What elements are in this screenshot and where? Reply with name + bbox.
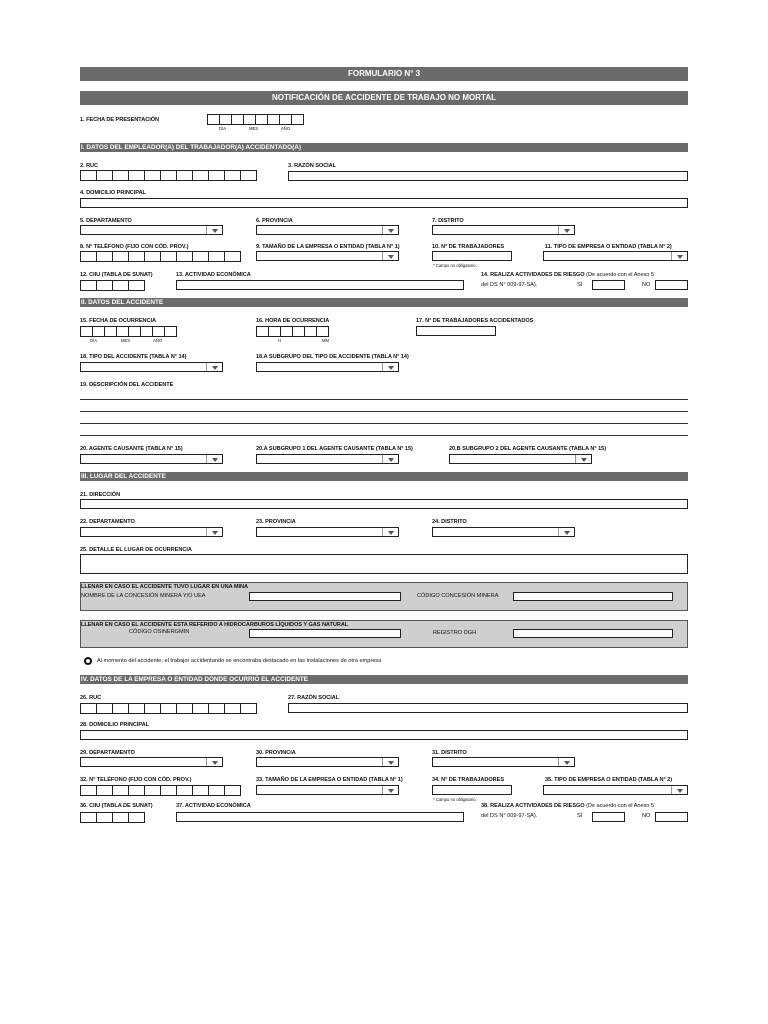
mina-nombre-label: NOMBRE DE LA CONCESIÓN MINERA Y/O UEA [81, 593, 206, 599]
subgrupo-accidente-select[interactable] [256, 362, 399, 372]
agente-select[interactable] [80, 454, 223, 464]
departamento-3-select[interactable] [80, 757, 223, 767]
label-provincia-2: 23. PROVINCIA [256, 519, 296, 525]
form-title: FORMULARIO N° 3 [80, 67, 688, 81]
chevron-down-icon [382, 363, 398, 371]
domicilio-input[interactable] [80, 198, 688, 208]
label-num-trabajadores-2: 34. N° DE TRABAJADORES [432, 777, 505, 783]
tamano-select[interactable] [256, 251, 399, 261]
telefono-2-cells[interactable] [80, 785, 241, 796]
chevron-down-icon [671, 252, 687, 260]
label-telefono: 8. N° TELÉFONO (FIJO CON CÓD. PROV.) [80, 244, 189, 250]
label-subgrupo-accidente: 18.A SUBGRUPO DEL TIPO DE ACCIDENTE (TABLA N° 14) [256, 354, 409, 360]
section-ii-header: II. DATOS DEL ACCIDENTE [80, 298, 688, 307]
label-fecha-ocurrencia: 15. FECHA DE OCURRENCIA [80, 318, 157, 324]
tipo-empresa-2-select[interactable] [543, 785, 688, 795]
hidro-title: LLENAR EN CASO EL ACCIDENTE ESTA REFERIDO A HIDROCARBUROS LÍQUIDOS Y GAS NATURAL [81, 622, 349, 628]
label-descripcion: 19. DESCRIPCIÓN DEL ACCIDENTE [80, 382, 174, 388]
num-trabajadores-input[interactable] [432, 251, 512, 261]
label-num-trabajadores: 10. N° DE TRABAJADORES [432, 244, 505, 250]
riesgo-2-si-box[interactable] [592, 812, 625, 822]
telefono-cells[interactable] [80, 251, 241, 262]
label-departamento-3: 29. DEPARTAMENTO [80, 750, 135, 756]
unit-dia: DÍA [219, 126, 226, 131]
num-trabajadores-2-input[interactable] [432, 785, 512, 795]
destacado-radio[interactable] [84, 657, 92, 665]
mina-panel [80, 582, 688, 611]
unit-mes-2: MES [121, 338, 131, 343]
agente-sub2-select[interactable] [449, 454, 592, 464]
agente-sub1-select[interactable] [256, 454, 399, 464]
label-detalle-lugar: 25. DETALLE EL LUGAR DE OCURRENCIA [80, 547, 192, 553]
label-ciiu: 12. CIIU (TABLA DE SUNAT) [80, 272, 153, 278]
destacado-label: Al momento del accidente, el trabajor accidentando se encontraba destacado en las instalaciones de otra empresa [97, 658, 382, 664]
label-direccion: 21. DIRECCIÓN [80, 492, 121, 498]
actividad-2-input[interactable] [176, 812, 464, 822]
label-agente-sub2: 20.B SUBGRUPO 2 DEL AGENTE CAUSANTE (TABLA N° 15) [449, 446, 607, 452]
mina-codigo-label: CÓDIGO CONCESIÓN MINERA [417, 593, 499, 599]
chevron-down-icon [206, 528, 222, 536]
domicilio-2-input[interactable] [80, 730, 688, 740]
fecha-ocurrencia-cells[interactable] [80, 326, 177, 337]
label-tipo-empresa-2: 35. TIPO DE EMPRESA O ENTIDAD (TABLA N° 2) [545, 777, 673, 783]
label-razon-social: 3. RAZÓN SOCIAL [288, 163, 337, 169]
optional-note: * Campo no obligatorio. [433, 263, 477, 268]
label-domicilio-2: 28. DOMICILIO PRINCIPAL [80, 722, 149, 728]
descripcion-line[interactable] [80, 435, 688, 436]
label-riesgo [481, 272, 654, 278]
chevron-down-icon [206, 363, 222, 371]
riesgo-2-note: (De acuerdo con el Anexo 5 [586, 803, 654, 809]
label-riesgo-2 [481, 803, 654, 809]
chevron-down-icon [671, 786, 687, 794]
provincia-3-select[interactable] [256, 757, 399, 767]
mina-title: LLENAR EN CASO EL ACCIDENTE TUVO LUGAR EN UNA MINA [81, 584, 248, 590]
label-provincia-3: 30. PROVINCIA [256, 750, 296, 756]
descripcion-line[interactable] [80, 423, 688, 424]
num-accidentados-input[interactable] [416, 326, 496, 336]
label-tamano: 9. TAMAÑO DE LA EMPRESA O ENTIDAD (TABLA N° 1) [256, 244, 400, 250]
hidro-panel [80, 620, 688, 648]
riesgo-no-box[interactable] [655, 280, 688, 290]
mina-codigo-input[interactable] [513, 592, 673, 601]
chevron-down-icon [382, 455, 398, 463]
section-i-header: I. DATOS DEL EMPLEADOR(A) DEL TRABAJADOR(A) ACCIDENTADO(A) [80, 143, 688, 152]
section-iv-header: IV. DATOS DE LA EMPRESA O ENTIDAD DÓNDE OCURRIÓ EL ACCIDENTE [80, 675, 688, 684]
ruc-2-cells[interactable] [80, 703, 257, 714]
label-actividad: 13. ACTIVIDAD ECONÓMICA [176, 272, 251, 278]
unit-h: H [278, 338, 282, 343]
fecha-presentacion-cells[interactable] [207, 114, 304, 125]
chevron-down-icon [206, 226, 222, 234]
chevron-down-icon [206, 455, 222, 463]
label-departamento-2: 22. DEPARTAMENTO [80, 519, 135, 525]
label-ciiu-2: 36. CIIU (TABLA DE SUNAT) [80, 803, 153, 809]
form-subtitle: NOTIFICACIÓN DE ACCIDENTE DE TRABAJO NO MORTAL [80, 91, 688, 105]
riesgo-2-no-box[interactable] [655, 812, 688, 822]
distrito-3-select[interactable] [432, 757, 575, 767]
riesgo-2-ds: del DS N° 009-97-SA). [481, 813, 538, 819]
chevron-down-icon [206, 758, 222, 766]
departamento-select[interactable] [80, 225, 223, 235]
label-no: NO [642, 282, 651, 288]
distrito-2-select[interactable] [432, 527, 575, 537]
chevron-down-icon [382, 786, 398, 794]
label-ruc: 2. RUC [80, 163, 99, 169]
chevron-down-icon [558, 226, 574, 234]
descripcion-line[interactable] [80, 411, 688, 412]
label-fecha-presentacion: 1. FECHA DE PRESENTACIÓN [80, 117, 159, 123]
chevron-down-icon [558, 758, 574, 766]
label-tipo-accidente: 18. TIPO DEL ACCIDENTE (TABLA N° 14) [80, 354, 187, 360]
hidro-registro-input[interactable] [513, 629, 673, 638]
ciiu-cells[interactable] [80, 280, 145, 291]
chevron-down-icon [558, 528, 574, 536]
razon-social-2-input[interactable] [288, 703, 688, 713]
mina-nombre-input[interactable] [249, 592, 401, 601]
label-actividad-2: 37. ACTIVIDAD ECONÓMICA [176, 803, 251, 809]
riesgo-ds: del DS N° 009-97-SA). [481, 282, 538, 288]
chevron-down-icon [382, 226, 398, 234]
label-ruc-2: 26. RUC [80, 695, 102, 701]
unit-mes: MES [249, 126, 259, 131]
label-distrito-3: 31. DISTRITO [432, 750, 467, 756]
label-domicilio: 4. DOMICILIO PRINCIPAL [80, 190, 146, 196]
tipo-accidente-select[interactable] [80, 362, 223, 372]
unit-mm: MM [322, 338, 329, 343]
provincia-2-select[interactable] [256, 527, 399, 537]
label-distrito-2: 24. DISTRITO [432, 519, 467, 525]
tipo-empresa-select[interactable] [543, 251, 688, 261]
riesgo-2-title: 38. REALIZA ACTIVIDADES DE RIESGO [481, 803, 585, 809]
label-agente-sub1: 20.A SUBGRUPO 1 DEL AGENTE CAUSANTE (TABLA N° 15) [256, 446, 413, 452]
label-tipo-empresa: 11. TIPO DE EMPRESA O ENTIDAD (TABLA N° 2) [545, 244, 672, 250]
chevron-down-icon [382, 758, 398, 766]
label-provincia: 6. PROVINCIA [256, 218, 293, 224]
hora-cells[interactable] [256, 326, 329, 337]
direccion-input[interactable] [80, 499, 688, 509]
ciiu-2-cells[interactable] [80, 812, 145, 823]
actividad-input[interactable] [176, 280, 464, 290]
label-hora: 16. HORA DE OCURRENCIA [256, 318, 330, 324]
chevron-down-icon [382, 528, 398, 536]
provincia-select[interactable] [256, 225, 399, 235]
razon-social-input[interactable] [288, 171, 688, 181]
unit-dia-2: DÍA [90, 338, 97, 343]
label-si: SÍ [577, 282, 583, 288]
riesgo-note: (De acuerdo con el Anexo 5 [586, 272, 654, 278]
riesgo-title: 14. REALIZA ACTIVIDADES DE RIESGO [481, 272, 585, 278]
label-no-2: NO [642, 813, 651, 819]
label-telefono-2: 32. N° TELÉFONO (FIJO CON CÓD. PROV.) [80, 777, 192, 783]
hidro-registro-label: REGISTRO DGH [433, 630, 477, 636]
label-razon-social-2: 27. RAZÓN SOCIAL [288, 695, 340, 701]
riesgo-si-box[interactable] [592, 280, 625, 290]
label-tamano-2: 33. TAMAÑO DE LA EMPRESA O ENTIDAD (TABLA N° 1) [256, 777, 403, 783]
chevron-down-icon [575, 455, 591, 463]
unit-anio: AÑO [281, 126, 291, 131]
departamento-2-select[interactable] [80, 527, 223, 537]
label-distrito: 7. DISTRITO [432, 218, 464, 224]
label-si-2: SÍ [577, 813, 583, 819]
section-iii-header: III. LUGAR DEL ACCIDENTE [80, 472, 688, 481]
distrito-select[interactable] [432, 225, 575, 235]
unit-anio-2: AÑO [153, 338, 163, 343]
label-num-accidentados: 17. N° DE TRABAJADORES ACCIDENTADOS [416, 318, 534, 324]
detalle-lugar-input[interactable] [80, 554, 688, 574]
label-departamento: 5. DEPARTAMENTO [80, 218, 132, 224]
ruc-cells[interactable] [80, 170, 257, 181]
chevron-down-icon [382, 252, 398, 260]
optional-note-2: * Campo no obligatorio. [433, 797, 477, 802]
hidro-codigo-label: CÓDIGO OSINERGMIN [129, 629, 190, 635]
hidro-codigo-input[interactable] [249, 629, 401, 638]
descripcion-line[interactable] [80, 399, 688, 400]
label-agente: 20. AGENTE CAUSANTE (TABLA N° 15) [80, 446, 183, 452]
tamano-2-select[interactable] [256, 785, 399, 795]
